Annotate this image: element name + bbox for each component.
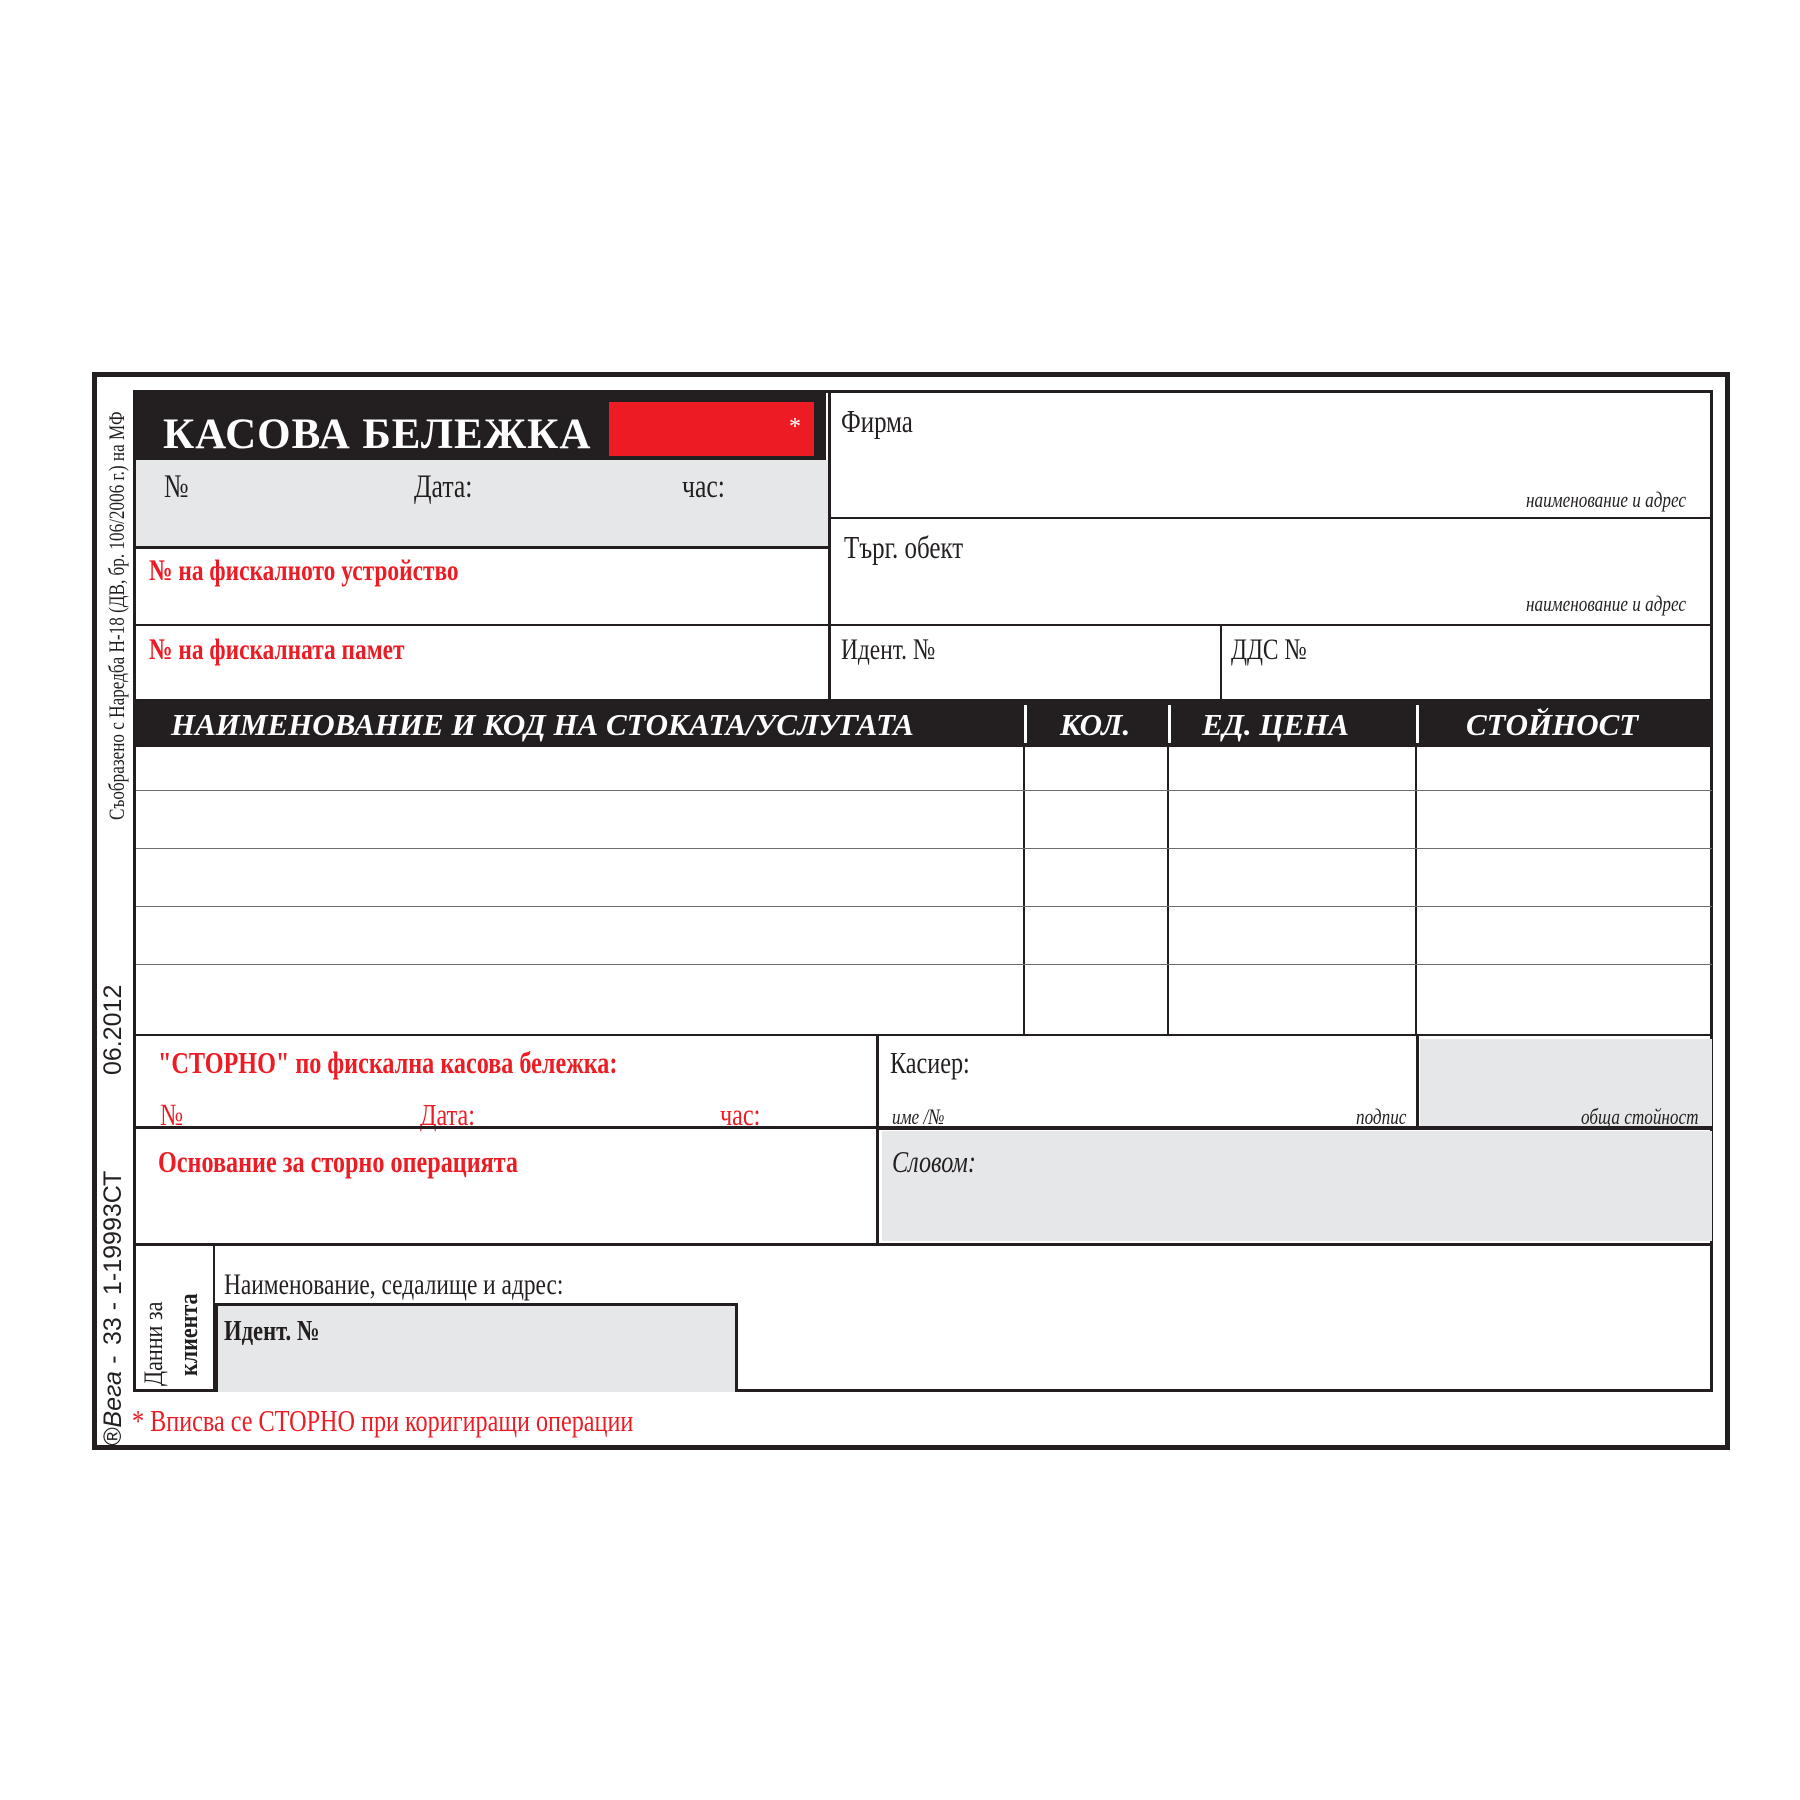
firm-label: Фирма xyxy=(841,403,913,439)
header-separator xyxy=(1168,705,1171,743)
fiscal-device-field[interactable] xyxy=(136,547,829,625)
storno-reason-label: Основание за сторно операцията xyxy=(158,1144,519,1179)
ident-no-label: Идент. № xyxy=(841,633,936,666)
cashier-label: Касиер: xyxy=(890,1045,970,1080)
storno-no-label: № xyxy=(160,1097,184,1132)
divider xyxy=(1416,1034,1419,1127)
divider xyxy=(876,1126,1712,1130)
receipt-no-label: № xyxy=(164,469,189,505)
header-separator xyxy=(1416,705,1419,743)
storno-red-box[interactable] xyxy=(609,402,814,456)
vat-no-label: ДДС № xyxy=(1231,633,1307,666)
col-header-value: СТОЙНОСТ xyxy=(1466,707,1639,742)
fiscal-memory-field[interactable] xyxy=(136,626,829,699)
amount-in-words-field[interactable] xyxy=(882,1131,1712,1241)
receipt-date-label: Дата: xyxy=(414,469,473,505)
table-row-line xyxy=(136,848,1712,849)
client-name-address-label: Наименование, седалище и адрес: xyxy=(224,1268,564,1301)
col-header-unit-price: ЕД. ЦЕНА xyxy=(1202,707,1349,742)
cashier-sign-hint: подпис xyxy=(1356,1104,1407,1129)
regulation-note: Съобразено с Наредба Н-18 (ДВ, бр. 106/2006 г.) на МФ xyxy=(104,411,129,820)
col-header-name: НАИМЕНОВАНИЕ И КОД НА СТОКАТА/УСЛУГАТА xyxy=(171,707,914,742)
cashier-name-hint: име /№ xyxy=(892,1104,945,1129)
receipt-time-label: час: xyxy=(682,469,725,505)
table-row-line xyxy=(136,790,1712,791)
storno-date-label: Дата: xyxy=(420,1097,475,1132)
firm-hint: наименование и адрес xyxy=(1526,487,1686,512)
receipt-form xyxy=(133,390,1713,1392)
form-date-code: 06.2012 xyxy=(99,984,127,1075)
receipt-title: КАСОВА БЕЛЕЖКА xyxy=(163,411,592,458)
storno-time-label: час: xyxy=(720,1097,761,1132)
form-code: 33 - 1-19993СТ xyxy=(99,1170,127,1345)
client-side-label-1: Данни за xyxy=(139,1301,168,1386)
total-value-hint: обща стойност xyxy=(1581,1104,1699,1129)
receipt-number-date-panel[interactable] xyxy=(136,460,829,547)
trade-site-hint: наименование и адрес xyxy=(1526,591,1686,616)
client-side-label-2: клиента xyxy=(174,1293,203,1376)
storno-footnote: * Вписва се СТОРНО при коригиращи операции xyxy=(132,1403,634,1438)
table-row-line xyxy=(136,964,1712,965)
brand-mark: ®Вега - xyxy=(99,1355,127,1446)
client-ident-label: Идент. № xyxy=(224,1315,320,1347)
storno-title: "СТОРНО" по фискална касова бележка: xyxy=(158,1045,618,1080)
fiscal-device-label: № на фискалното устройство xyxy=(149,554,459,587)
header-separator xyxy=(1024,705,1027,743)
amount-in-words-label: Словом: xyxy=(892,1144,976,1179)
table-row-line xyxy=(136,906,1712,907)
storno-star: * xyxy=(789,414,801,440)
col-header-qty: КОЛ. xyxy=(1060,707,1131,742)
trade-site-label: Търг. обект xyxy=(844,529,964,565)
fiscal-memory-label: № на фискалната памет xyxy=(149,633,405,666)
